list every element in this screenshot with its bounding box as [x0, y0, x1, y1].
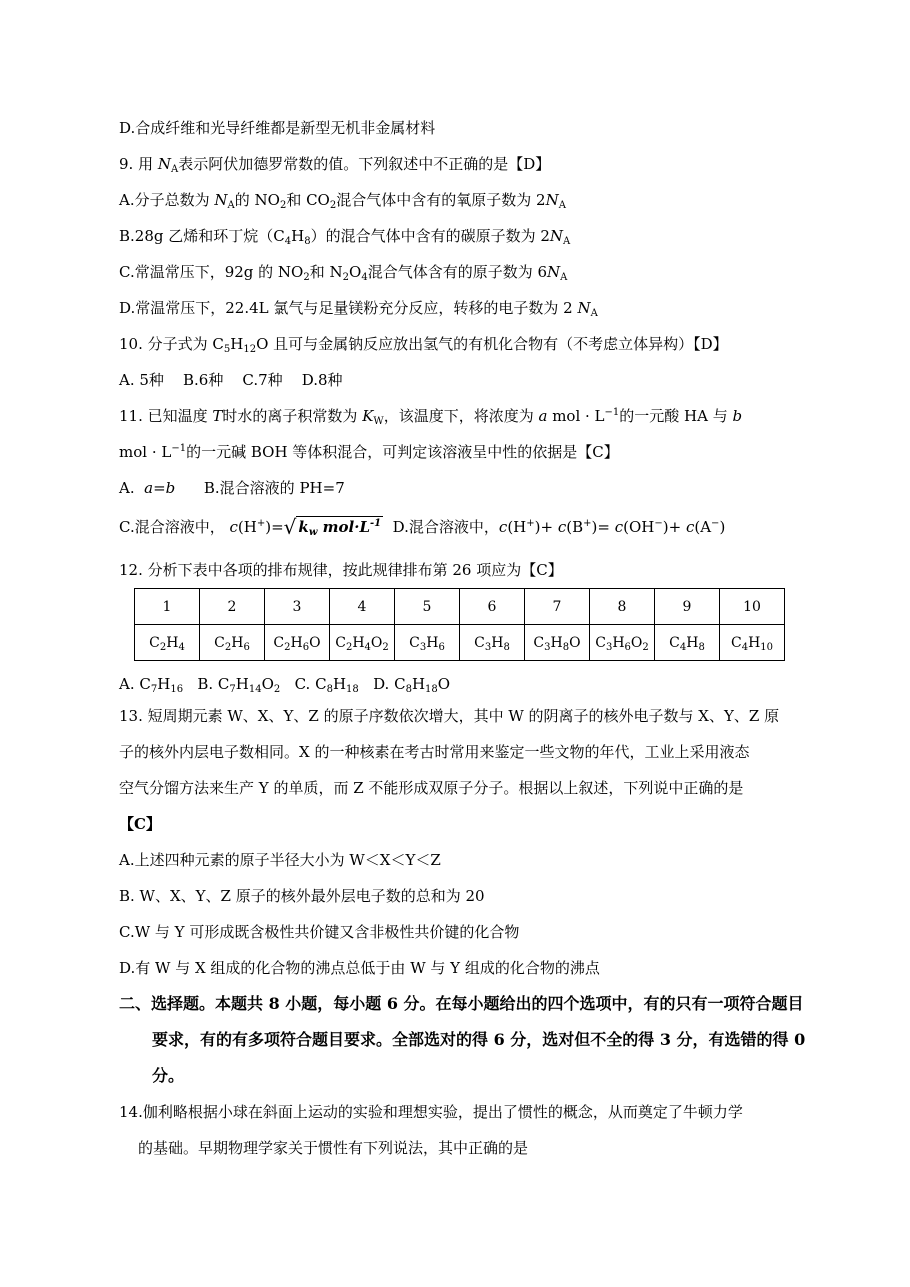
formula-cell: $C_4H_8$ [655, 625, 720, 661]
table-cell: 6 [460, 589, 525, 625]
formula-cell: $C_4H_{10}$ [720, 625, 785, 661]
formula-cell: $C_2H_4O_2$ [330, 625, 395, 661]
formula-cell: $C_3H_6$ [395, 625, 460, 661]
table-cell: 2 [200, 589, 265, 625]
formula-cell: $C_3H_8$ [460, 625, 525, 661]
table-cell: 5 [395, 589, 460, 625]
q9-option-b: B.28g 乙烯和环丁烷$(C_4H_8)$的混合气体中含有的碳原子数为 $2N_A$ [119, 227, 571, 247]
section-2-heading-line2: 要求，有的有多项符合题目要求。全部选对的得 6 分，选对但不全的得 3 分，有选错的得 0 [152, 1030, 806, 1049]
q9-option-a: A.分子总数为 $N_A$的 $NO_2$和 $CO_2$混合气体中含有的氧原子数为 $2N_A$ [119, 191, 566, 211]
table-cell: 3 [265, 589, 330, 625]
q13-option-c: C.W 与 Y 可形成既含极性共价键又含非极性共价键的化合物 [119, 923, 520, 941]
q11-option-c-prefix: C.混合溶液中， [119, 518, 225, 536]
q13-option-d: D.有 W 与 X 组成的化合物的沸点总低于由 W 与 Y 组成的化合物的沸点 [119, 959, 600, 977]
table-cell: 4 [330, 589, 395, 625]
table-cell: 7 [525, 589, 590, 625]
q10-stem: 10. 分子式为 $C_5H_{12}O$ 且可与金属钠反应放出氢气的有机化合物有（不考虑立体异构）【D】 [119, 335, 728, 355]
q12-stem: 12. 分析下表中各项的排布规律，按此规律排布第 26 项应为【C】 [119, 561, 563, 579]
formula-cell: $C_2H_6$ [200, 625, 265, 661]
formula-cell: $C_3H_8O$ [525, 625, 590, 661]
table-cell: 9 [655, 589, 720, 625]
formula-cell: $C_3H_6O_2$ [590, 625, 655, 661]
sequence-table [134, 588, 785, 661]
q13-line3: 空气分馏方法来生产 Y 的单质，而 Z 不能形成双原子分子。根据以上叙述，下列说中正确的是 [119, 779, 744, 797]
section-2-heading-line1: 二、选择题。本题共 8 小题，每小题 6 分。在每小题给出的四个选项中，有的只有一项符合题目 [119, 994, 804, 1013]
section-2-heading-line3: 分。 [152, 1066, 185, 1085]
q10-options: A. 5种 B.6种 C.7种 D.8种 [119, 371, 343, 389]
q13-line1: 13. 短周期元素 W、X、Y、Z 的原子序数依次增大，其中 W 的阴离子的核外电子数与 X、Y、Z 原 [119, 707, 780, 725]
table-cell: 8 [590, 589, 655, 625]
q13-line2: 子的核外内层电子数相同。X 的一种核素在考古时常用来鉴定一些文物的年代，工业上采用液态 [119, 743, 750, 761]
q8-option-d: D.合成纤维和光导纤维都是新型无机非金属材料 [119, 119, 436, 137]
table-cell: 1 [135, 589, 200, 625]
table-row-formulas [135, 625, 785, 661]
q11-options-cd: C.混合溶液中， c(H+)=√ $k_w$ $mol\cdot L^{-1}$ D.混合溶液中，c(H+)+ c(B+)= c(OH−)+ c(A−) [119, 515, 726, 539]
formula-cell: $C_2H_4$ [135, 625, 200, 661]
q13-answer: 【C】 [119, 815, 161, 833]
q9-stem: 9. 用 $N_A$表示阿伏加德罗常数的值。下列叙述中不正确的是【D】 [119, 155, 551, 175]
q14-line1: 14.伽利略根据小球在斜面上运动的实验和理想实验，提出了惯性的概念，从而奠定了牛顿力学 [119, 1103, 743, 1121]
sqrt-kw-expr: $k_w$ $mol\cdot L^{-1}$ [298, 518, 382, 538]
q12-options: A. $C_7H_{16}$ B. $C_7H_{14}O_2$ C. $C_8H_{18}$ D. $C_8H_{18}O$ [119, 675, 451, 695]
sqrt-symbol: √ [283, 515, 297, 539]
q11-stem-line1: 11. 已知温度 T时水的离子积常数为 $K_W$，该温度下，将浓度为 a mol · $L^{-1}$的一元酸 HA 与 b [119, 407, 743, 427]
q13-option-a: A.上述四种元素的原子半径大小为 W＜X＜Y＜Z [119, 851, 441, 869]
table-row-header [135, 589, 785, 625]
q13-option-b: B. W、X、Y、Z 原子的核外最外层电子数的总和为 20 [119, 887, 485, 905]
formula-cell: $C_2H_6O$ [265, 625, 330, 661]
table-cell: 10 [720, 589, 785, 625]
q11-options-ab: A. a=b B.混合溶液的 PH=7 [119, 479, 345, 497]
q9-option-d: D.常温常压下，22.4L 氯气与足量镁粉充分反应，转移的电子数为 2 $N_A$ [119, 299, 598, 319]
q14-line2: 的基础。早期物理学家关于惯性有下列说法，其中正确的是 [138, 1139, 529, 1157]
q11-stem-line2: mol · $L^{-1}$的一元碱 BOH 等体积混合，可判定该溶液呈中性的依据是【C】 [119, 443, 619, 461]
q9-option-c: C.常温常压下，92g 的 $NO_2$和 $N_2O_4$混合气体含有的原子数为 $6N_A$ [119, 263, 568, 283]
